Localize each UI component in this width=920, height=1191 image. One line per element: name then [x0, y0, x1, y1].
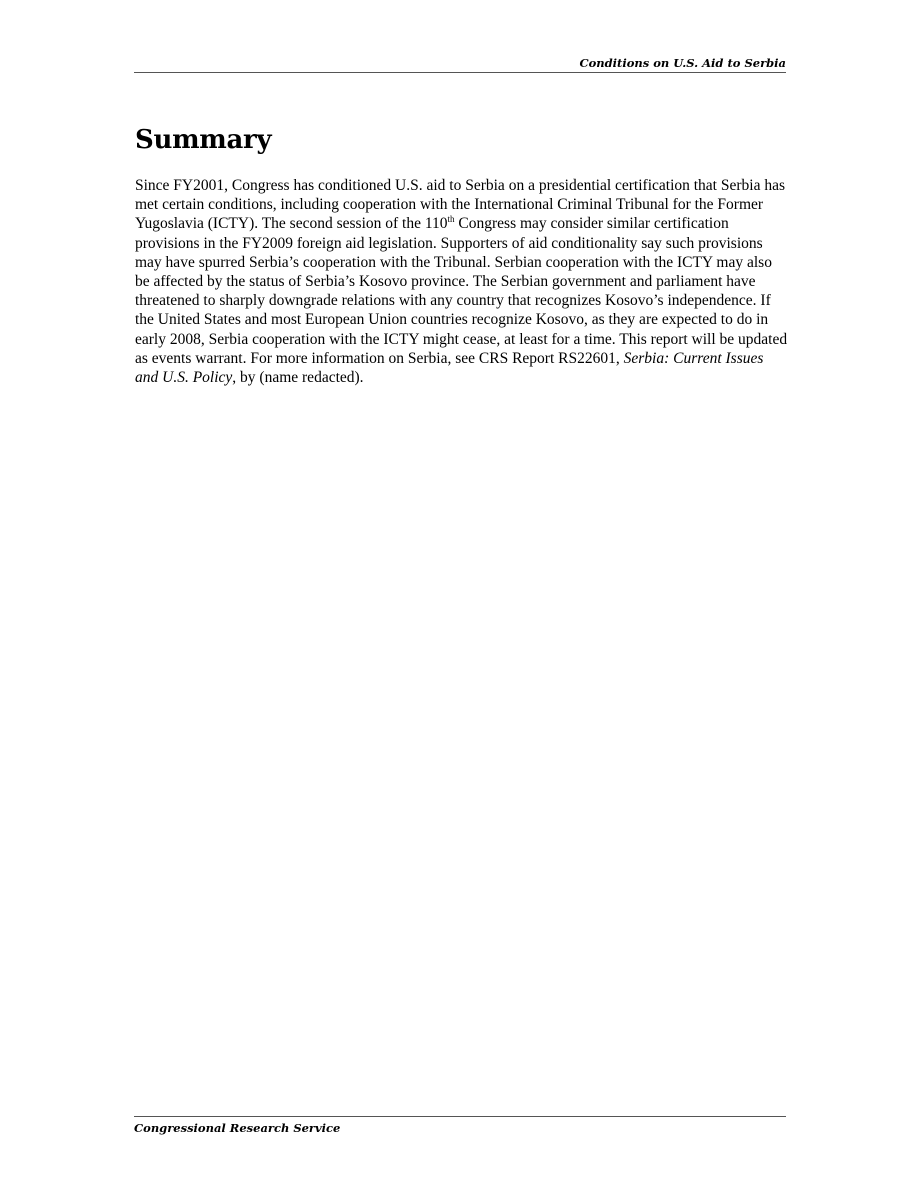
- summary-text-end: , by (name redacted).: [232, 369, 364, 387]
- section-title: Summary: [135, 125, 272, 155]
- summary-text-part-2: Congress may consider similar certification provisions in the FY2009 foreign aid legislation. Supporters of aid conditionality say such provisions may have spurred Serbia’s cooperation with the Tribunal. Serbian cooperation with the ICTY may also be affected by the status of Serbia’s Kosovo province. The Serbian government and parliament have threatened to sharply downgrade relations with any country that recognizes Kosovo’s independence. If the United States and most European Union countries recognize Kosovo, as they are expected to do in early 2008, Serbia cooperation with the ICTY might cease, at least for a time. This report will be updated as events warrant. For more information on Serbia, see CRS Report RS22601,: [135, 215, 788, 367]
- footer-publisher: Congressional Research Service: [134, 1121, 341, 1135]
- ordinal-suffix: th: [447, 214, 455, 225]
- summary-paragraph: [135, 176, 790, 387]
- summary-text-part-1: Since FY2001, Congress has conditioned U.S. aid to Serbia on a presidential certification that Serbia has met certain conditions, including cooperation with the International Criminal Tribunal for the Former Yugoslavia (ICTY). The second session of the 110: [135, 177, 786, 233]
- report-title-italic: Serbia: Current Issues and U.S. Policy: [135, 349, 764, 387]
- running-footer: [134, 1116, 786, 1135]
- running-header: [134, 56, 786, 73]
- running-header-title: Conditions on U.S. Aid to Serbia: [579, 56, 786, 70]
